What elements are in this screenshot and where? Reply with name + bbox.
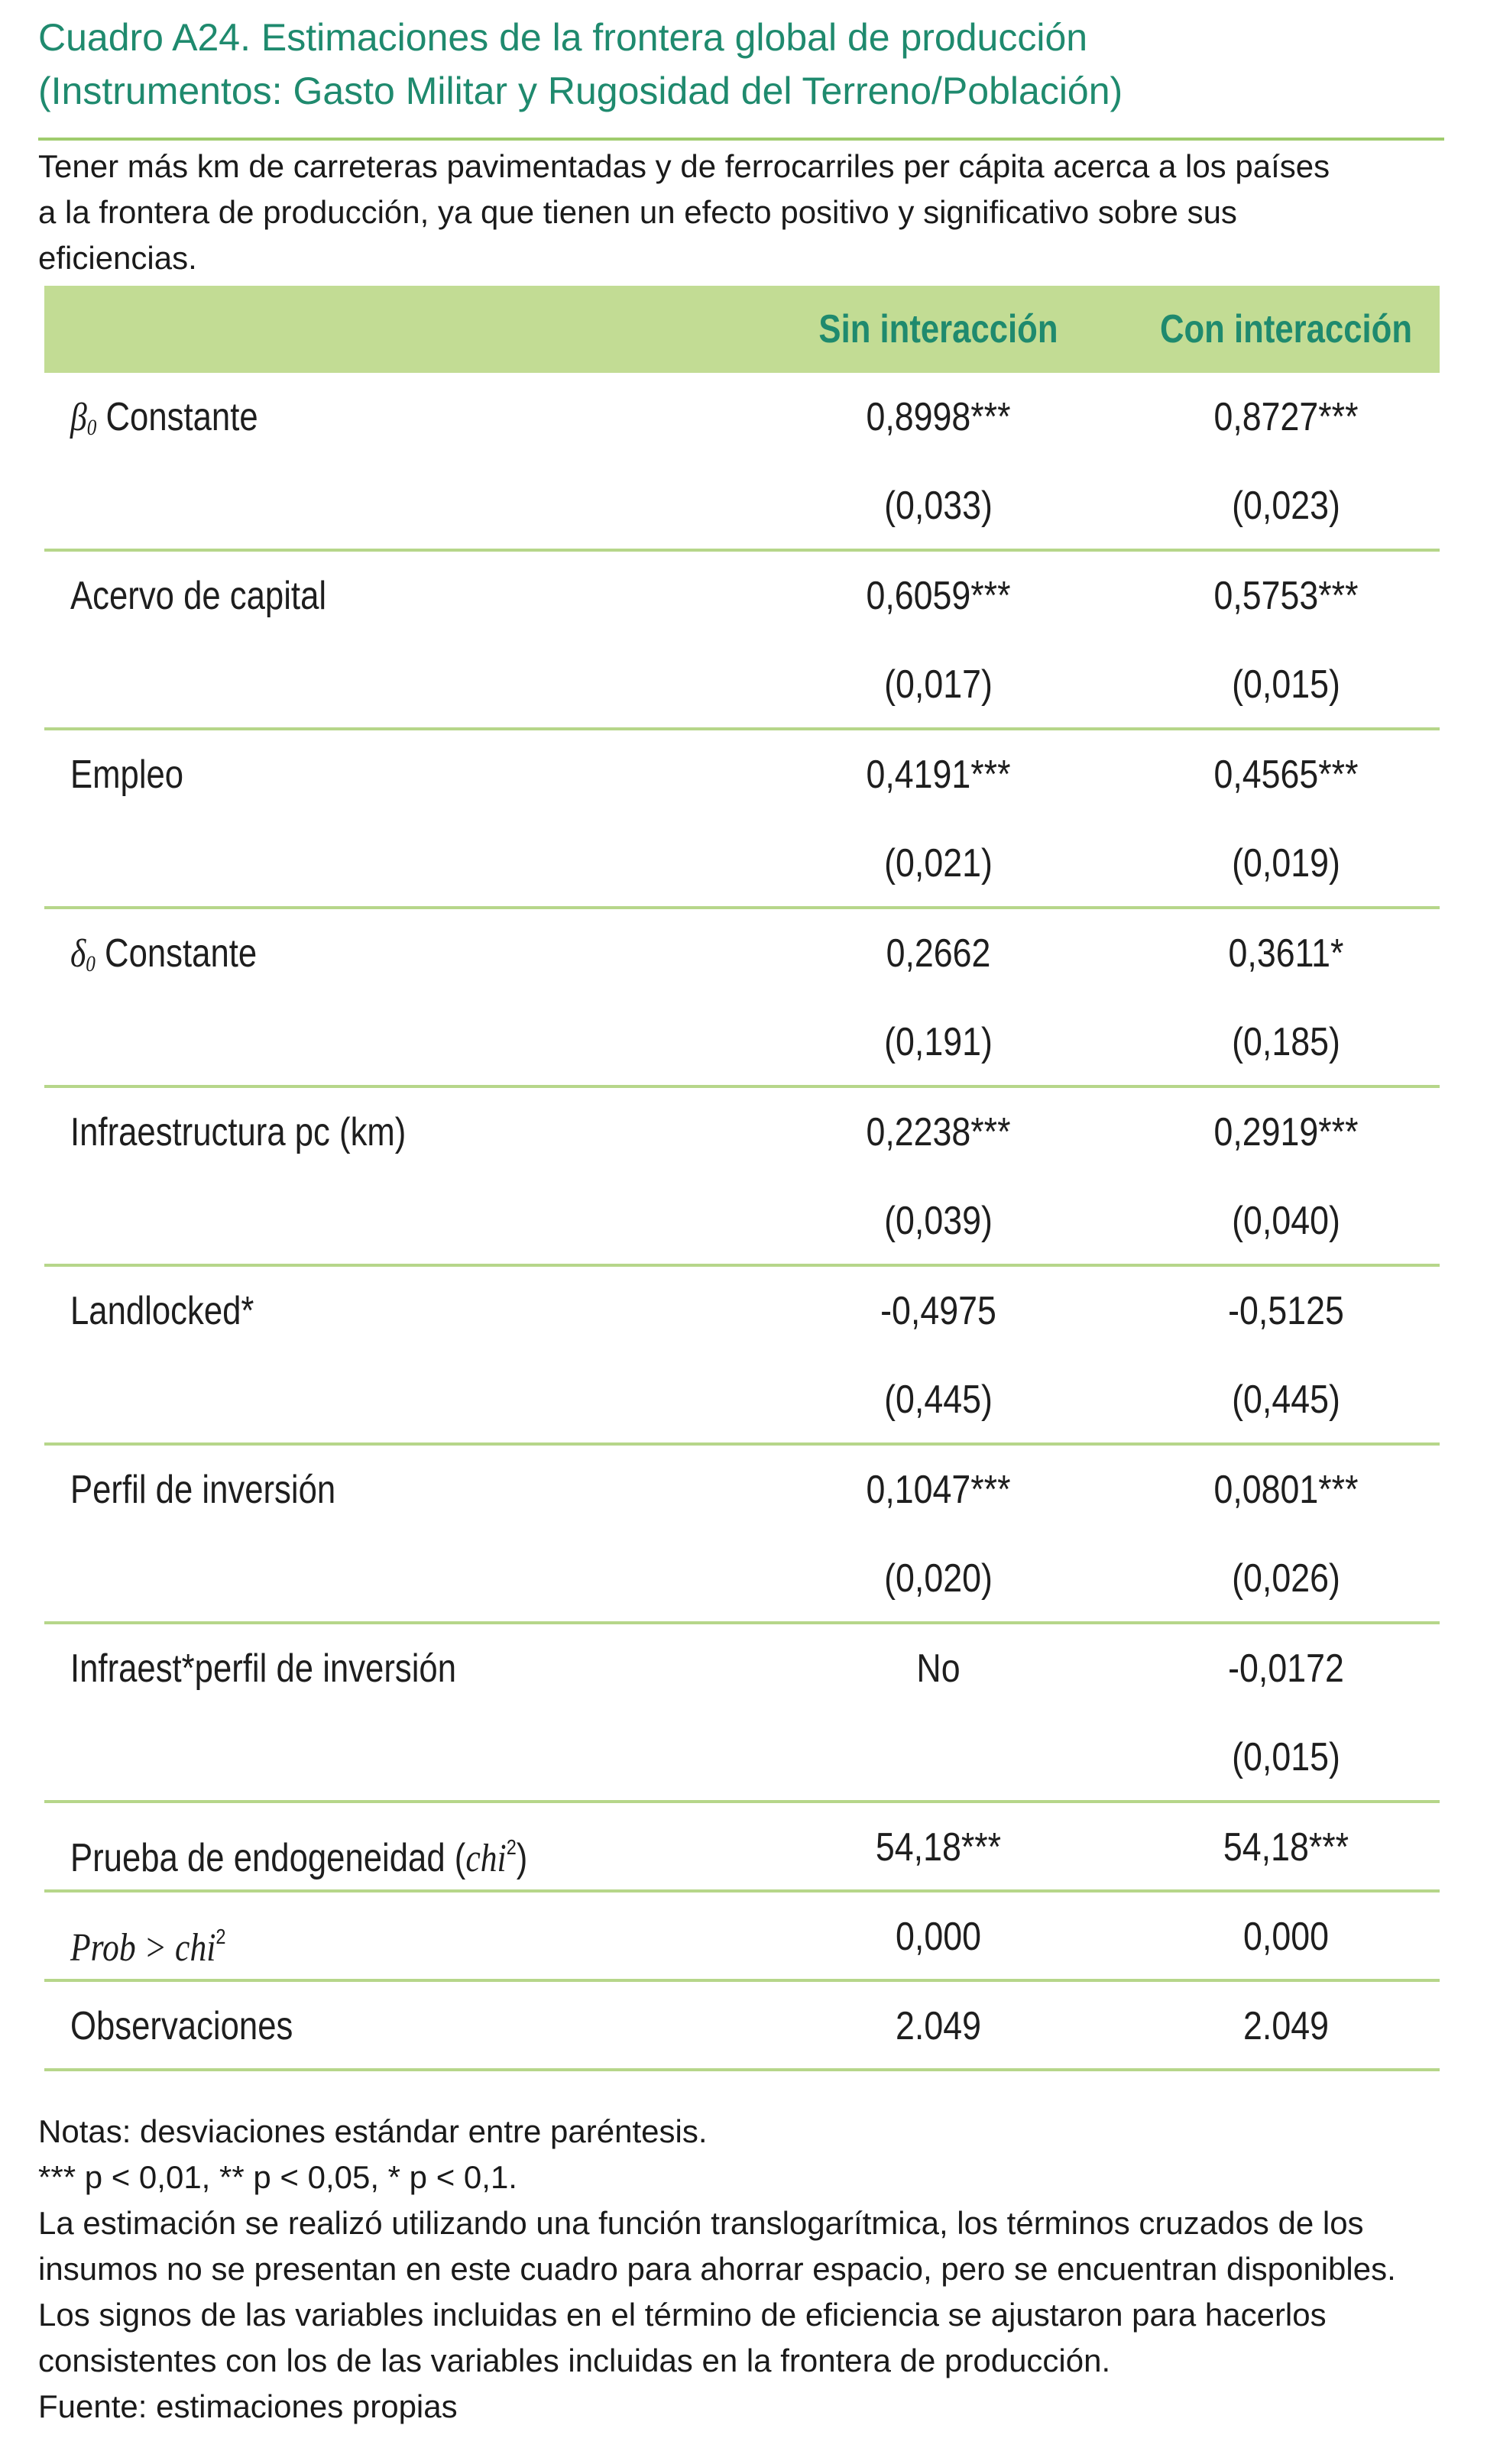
table-header [44,286,1440,373]
se-sin: (0,039) [884,1199,993,1243]
coef-sin: 0,000 [896,1915,981,1959]
se-con: (0,019) [1232,841,1340,886]
coef-con: 0,3611* [1228,931,1344,976]
table-row [44,1267,1440,1446]
coef-con: 0,2919*** [1213,1110,1359,1154]
se-sin: (0,445) [884,1378,993,1422]
se-sin: (0,191) [884,1020,993,1064]
coef-sin: 0,1047*** [866,1468,1011,1512]
intro-line-3: eficiencias. [38,240,197,276]
table-row [44,1088,1440,1267]
row-label: Perfil de inversión [70,1468,336,1512]
row-label: Prueba de endogeneidad (chi$^2$) [70,1835,528,1880]
note-line: La estimación se realizó utilizando una función translogarítmica, los términos cruzados de los [38,2205,1364,2241]
coef-con: 0,5753*** [1213,574,1359,618]
table-row [44,1624,1440,1803]
coef-sin: 0,2238*** [866,1110,1011,1154]
title-line-1: Cuadro A24. Estimaciones de la frontera global de producción [38,16,1088,59]
note-line: *** p < 0,01, ** p < 0,05, * p < 0,1. [38,2159,517,2195]
coef-con: 2.049 [1243,2004,1329,2048]
table-row [44,373,1440,552]
note-line: insumos no se presentan en este cuadro para ahorrar espacio, pero se encuentran disponibles. [38,2251,1396,2287]
beta-subscript: 0 [86,415,97,440]
note-line: consistentes con los de las variables incluidas en la frontera de producción. [38,2343,1111,2378]
row-label: Acervo de capital [70,574,327,618]
row-label: Observaciones [70,2004,293,2048]
coef-sin: 0,8998*** [866,395,1011,439]
se-con: (0,015) [1232,1735,1340,1779]
row-label: Landlocked* [70,1289,254,1333]
se-sin: (0,021) [884,841,993,886]
row-label: Infraestructura pc (km) [70,1110,407,1154]
table-body [44,373,1440,2071]
table-notes [38,2109,1475,2430]
table-title [38,11,1460,118]
row-label: $\beta_0$ Constante [70,395,258,440]
table-row [44,1982,1440,2071]
se-con: (0,015) [1232,662,1340,707]
column-header-sin-interaccion: Sin interacción [818,307,1058,351]
delta-subscript: 0 [86,951,96,976]
note-line: Notas: desviaciones estándar entre paréntesis. [38,2113,708,2149]
se-sin: (0,017) [884,662,993,707]
table-row [44,730,1440,909]
coef-sin: -0,4975 [880,1289,996,1333]
coef-sin: 0,6059*** [866,574,1011,618]
coef-sin: 0,4191*** [866,753,1011,797]
row-label: Infraest*perfil de inversión [70,1646,457,1691]
se-sin: (0,020) [884,1556,993,1601]
delta-symbol: δ [70,932,86,976]
coef-con: -0,0172 [1228,1646,1344,1691]
row-label: Empleo [70,753,184,797]
se-con: (0,040) [1232,1199,1340,1243]
intro-line-2: a la frontera de producción, ya que tienen un efecto positivo y significativo sobre sus [38,194,1237,230]
coef-sin: 2.049 [896,2004,981,2048]
se-sin: (0,033) [884,484,993,528]
table-row [44,1446,1440,1624]
coef-sin: 0,2662 [886,931,991,976]
column-header-con-interaccion: Con interacción [1159,307,1413,351]
coef-con: 0,4565*** [1213,753,1359,797]
table-row [44,552,1440,730]
table-row [44,1893,1440,1982]
coef-con: 0,000 [1243,1915,1329,1959]
intro-line-1: Tener más km de carreteras pavimentadas y de ferrocarriles per cápita acerca a los países [38,148,1330,184]
se-con: (0,445) [1232,1378,1340,1422]
intro-paragraph [38,144,1460,281]
se-con: (0,023) [1232,484,1340,528]
coef-con: 0,0801*** [1213,1468,1359,1512]
se-con: (0,185) [1232,1020,1340,1064]
coef-con: 0,8727*** [1213,395,1359,439]
table-row [44,1803,1440,1893]
table-row [44,909,1440,1088]
se-con: (0,026) [1232,1556,1340,1601]
coef-sin: No [916,1646,961,1691]
row-label: $\delta_0$ Constante [70,931,258,976]
title-divider [38,138,1444,141]
title-line-2: (Instrumentos: Gasto Militar y Rugosidad del Terreno/Población) [38,70,1123,112]
note-line: Los signos de las variables incluidas en el término de eficiencia se ajustaron para hacerlos [38,2297,1327,2333]
coef-con: -0,5125 [1228,1289,1344,1333]
note-line: Fuente: estimaciones propias [38,2388,458,2424]
coef-sin: 54,18*** [875,1825,1002,1870]
coef-con: 54,18*** [1223,1825,1349,1870]
row-label: Prob > chi$^2$ [70,1925,226,1970]
beta-symbol: β [70,396,87,439]
